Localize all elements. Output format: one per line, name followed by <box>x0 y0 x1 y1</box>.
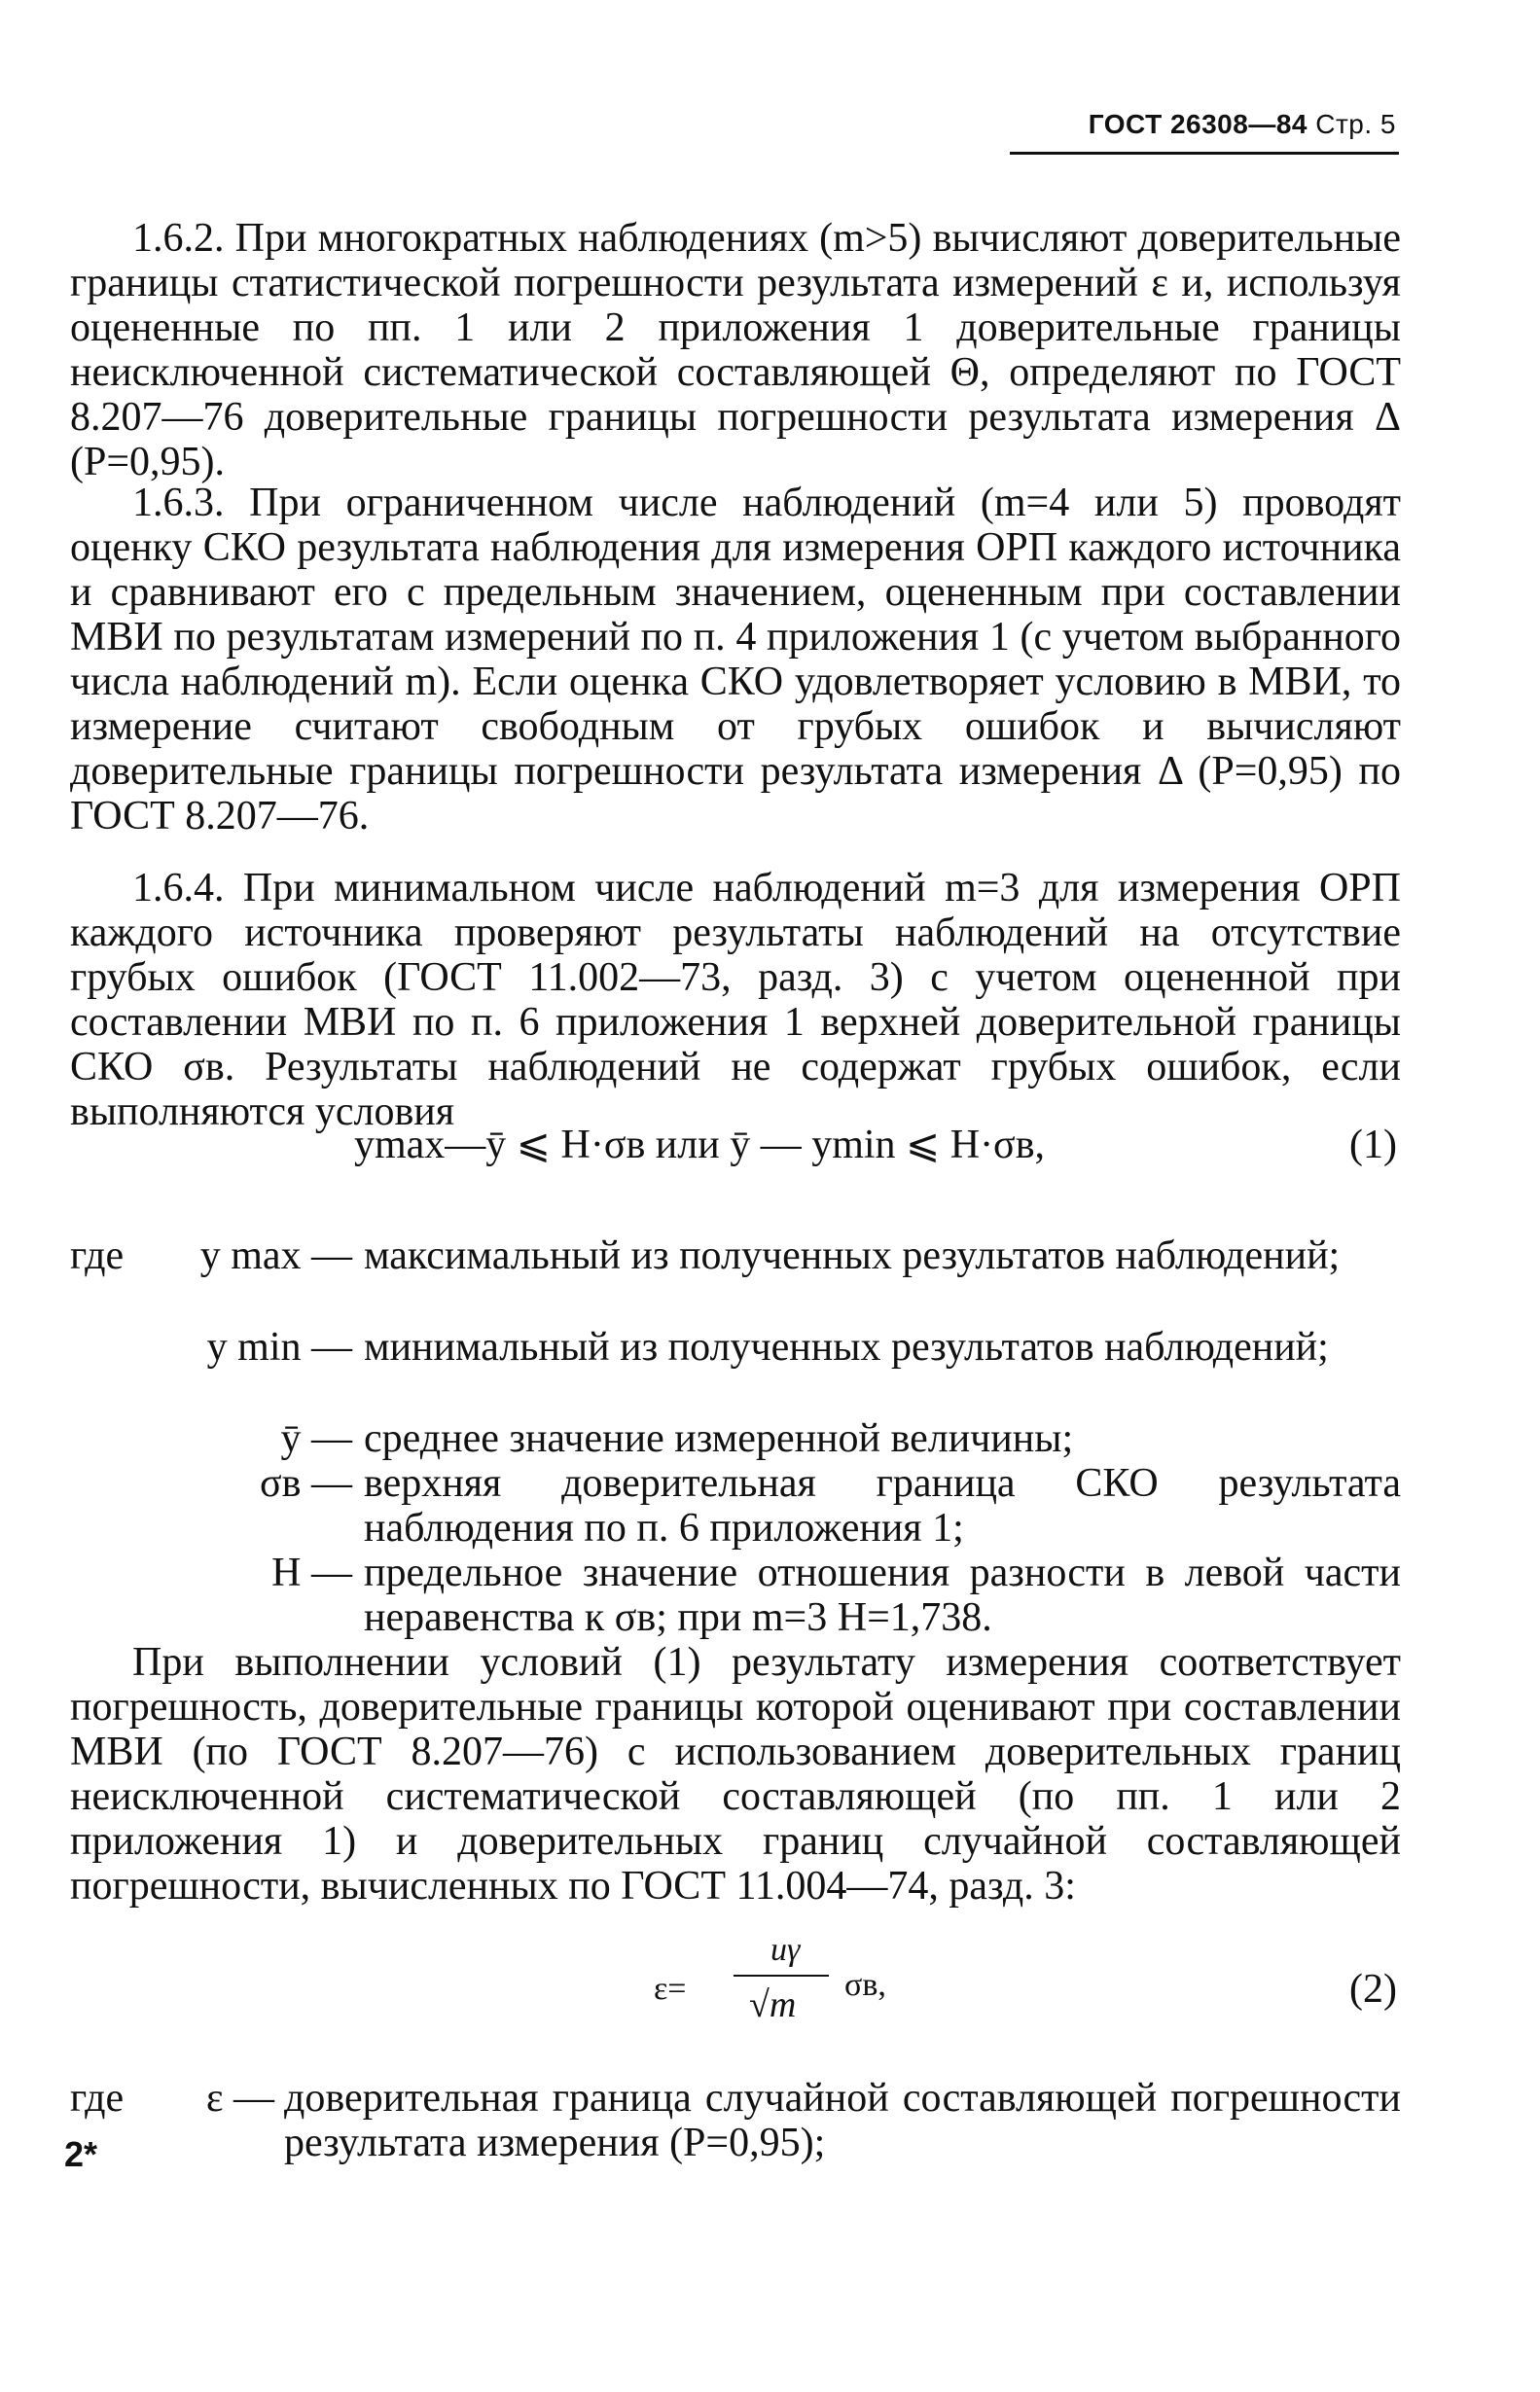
equation-2-numerator: uγ <box>770 1932 801 1968</box>
page-footer-mark: 2* <box>64 2134 98 2174</box>
paragraph-1-6-3: 1.6.3. При ограниченном числе наблюдений (m=4 или 5) проводят оценку СКО результата наблюдения для измерения ОРП каждого источника и сравнивают его с предельным значением, оцененным при составлении МВИ по результатам измерений по п. 4 приложения 1 (с учетом выбранного числа наблюдений m). Если оценка СКО удовлетворяет условию в МВИ, то измерение считают свободным от грубых ошибок и вычисляют доверительные границы погрешности результата измерения Δ (P=0,95) по ГОСТ 8.207—76. <box>70 481 1401 839</box>
paragraph-after-conditions: При выполнении условий (1) результату измерения соответствует погрешность, доверительные границы которой оценивают при составлении МВИ (по ГОСТ 8.207—76) с использованием доверительных границ неисключенной систематической составляющей (по пп. 1 или 2 приложения 1) и доверительных границ случайной составляющей погрешности, вычисленных по ГОСТ 11.004—74, разд. 3: <box>70 1640 1401 1909</box>
fraction-bar <box>734 1975 829 1977</box>
where-label: где <box>70 1233 125 1278</box>
equation-2-denominator: √m <box>749 1984 797 2025</box>
equation-2-rhs: σв, <box>844 1967 886 2003</box>
paragraph-1-6-2: 1.6.2. При многократных наблюдениях (m>5) вычисляют доверительные границы статистической погрешности результата измерений ε и, используя оцененные по пп. 1 или 2 приложения 1 доверительные границы неисключенной систематической составляющей Θ, определяют по ГОСТ 8.207—76 доверительные границы погрешности результата измерения Δ (P=0,95). <box>70 216 1401 484</box>
equation-2-lhs: ε= <box>654 1971 687 2007</box>
standard-number: ГОСТ 26308—84 <box>1088 109 1307 139</box>
equation-1 <box>70 1121 1401 1171</box>
where-label-2: где <box>70 2076 125 2121</box>
equation-2 <box>70 1926 1401 2062</box>
paragraph-1-6-4: 1.6.4. При минимальном числе наблюдений m=3 для измерения ОРП каждого источника проверяют результаты наблюдений на отсутствие грубых ошибок (ГОСТ 11.002—73, разд. 3) с учетом оцененной при составлении МВИ по п. 6 приложения 1 верхней доверительной границы СКО σв. Результаты наблюдений не содержат грубых ошибок, если выполняются условия <box>70 866 1401 1134</box>
equation-1-body: ymax—ȳ ⩽ H·σв или ȳ — ymin ⩽ H·σв, <box>354 1123 1046 1167</box>
definitions-1: где y max — максимальный из полученных результатов наблюдений; y min — минимальный из полученных результатов наблюдений; ȳ — среднее значение измеренной величины; σв — верхняя доверительная граница СКО результата наблюдения по п. 6 приложения 1; H — предельное значение отношения разности в левой части неравенства к σв; при m=3 H=1,738. <box>70 1233 1401 1640</box>
page-header <box>1089 109 1396 140</box>
equation-1-number: (1) <box>1349 1123 1397 1167</box>
header-rule <box>1010 152 1399 155</box>
equation-2-formula <box>615 1926 907 2062</box>
definitions-2: где ε — доверительная граница случайной составляющей погрешности результата измерения (P=0,95); <box>70 2076 1401 2165</box>
page-number: Стр. 5 <box>1315 109 1396 139</box>
equation-2-number: (2) <box>1349 1967 1397 2012</box>
